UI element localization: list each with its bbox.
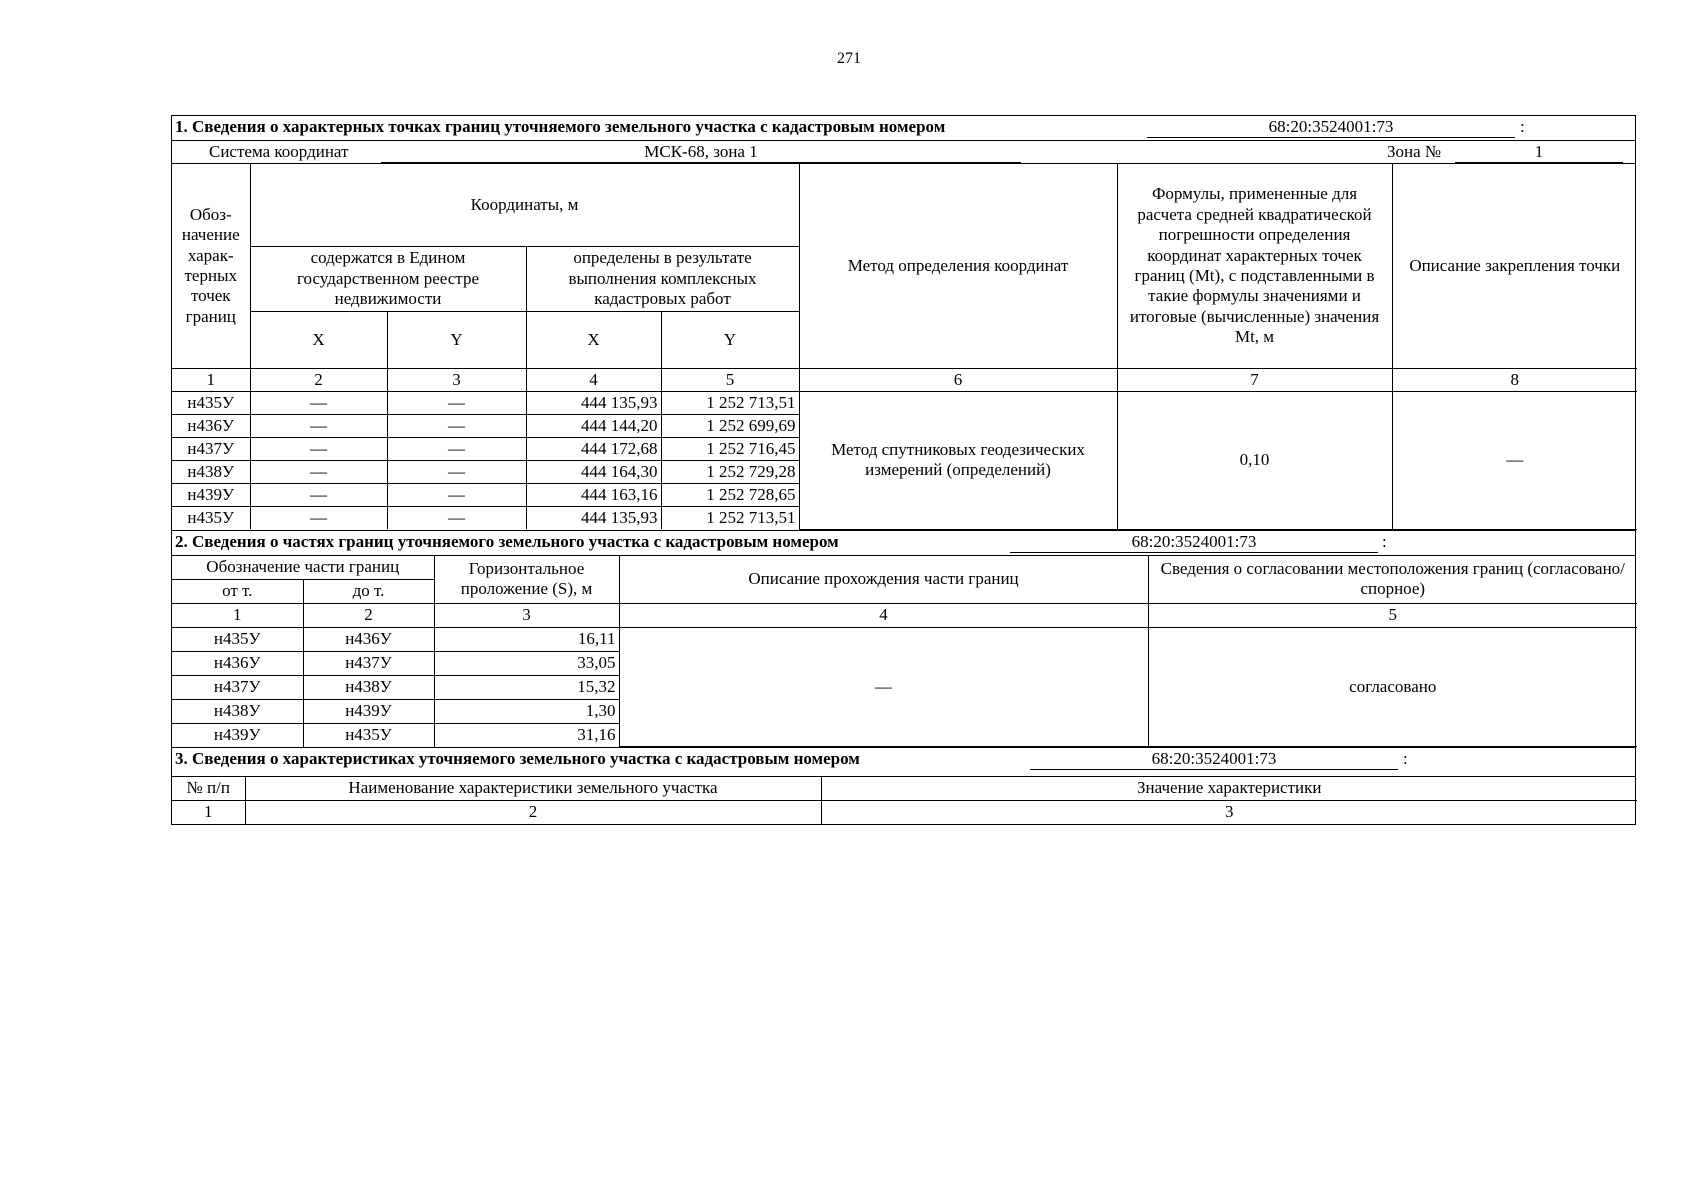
- egrn-y: —: [387, 484, 526, 507]
- section-1-title: 1. Сведения о характерных точках границ уточняемого земельного участка с кадастровым номером: [175, 117, 946, 136]
- header-coordinates: Координаты, м: [250, 164, 799, 247]
- to-point: н439У: [303, 699, 434, 723]
- description-value: —: [619, 627, 1148, 747]
- section-1-colon: :: [1520, 117, 1525, 136]
- egrn-x: —: [250, 507, 387, 530]
- egrn-y: —: [387, 415, 526, 438]
- header-egrn-y: Y: [387, 312, 526, 369]
- table-row: [172, 392, 1637, 415]
- egrn-x: —: [250, 484, 387, 507]
- header-point-designation: Обоз-начение харак-терных точек границ: [172, 164, 250, 369]
- col-number: 5: [1148, 603, 1637, 627]
- col-number: 4: [526, 369, 661, 392]
- document-form: [171, 115, 1636, 825]
- col-number: 2: [245, 801, 821, 825]
- header-agreement: Сведения о согласовании местоположения границ (согласовано/спорное): [1148, 556, 1637, 604]
- section-2-title-row: [172, 531, 1635, 556]
- col-number: 1: [172, 369, 250, 392]
- to-point: н436У: [303, 627, 434, 651]
- col-number: 2: [250, 369, 387, 392]
- col-number: 7: [1117, 369, 1392, 392]
- header-from: от т.: [172, 579, 303, 603]
- coord-system-label: Система координат: [209, 142, 349, 161]
- egrn-x: —: [250, 392, 387, 415]
- egrn-y: —: [387, 507, 526, 530]
- col-number: 3: [821, 801, 1637, 825]
- from-point: н436У: [172, 651, 303, 675]
- section-3-cadastral-number: 68:20:3524001:73: [1030, 749, 1398, 770]
- header-complex: определены в результате выполнения комплексных кадастровых работ: [526, 247, 799, 312]
- point-id: н436У: [172, 415, 250, 438]
- column-numbers-row: [172, 369, 1637, 392]
- coord-x: 444 172,68: [526, 438, 661, 461]
- header-egrn-x: X: [250, 312, 387, 369]
- egrn-y: —: [387, 438, 526, 461]
- coordinate-system-row: [172, 141, 1635, 164]
- header-horizontal: Горизонтальное проложение (S), м: [434, 556, 619, 604]
- header-complex-y: Y: [661, 312, 799, 369]
- column-numbers-row: [172, 603, 1637, 627]
- coord-x: 444 163,16: [526, 484, 661, 507]
- parts-table: [172, 556, 1637, 748]
- horizontal-distance: 31,16: [434, 723, 619, 747]
- horizontal-distance: 1,30: [434, 699, 619, 723]
- col-number: 2: [303, 603, 434, 627]
- horizontal-distance: 15,32: [434, 675, 619, 699]
- section-2-colon: :: [1382, 531, 1387, 551]
- egrn-x: —: [250, 461, 387, 484]
- mt-value: 0,10: [1117, 392, 1392, 530]
- coord-system-value: МСК-68, зона 1: [381, 142, 1021, 163]
- header-formulas: Формулы, примененные для расчета средней квадратической погрешности определения координат характерных точек границ (Mt), с подставленными в такие формулы значениями и итоговые (вычисленные) значения Mt, м: [1117, 164, 1392, 369]
- col-number: 3: [434, 603, 619, 627]
- section-2: [171, 530, 1636, 748]
- column-numbers-row: [172, 801, 1637, 825]
- zone-value: 1: [1455, 142, 1623, 163]
- col-number: 6: [799, 369, 1117, 392]
- from-point: н437У: [172, 675, 303, 699]
- coord-y: 1 252 713,51: [661, 507, 799, 530]
- table-row: [172, 627, 1637, 651]
- coord-y: 1 252 713,51: [661, 392, 799, 415]
- from-point: н438У: [172, 699, 303, 723]
- col-number: 1: [172, 603, 303, 627]
- point-id: н435У: [172, 507, 250, 530]
- header-name: Наименование характеристики земельного участка: [245, 777, 821, 801]
- header-description: Описание прохождения части границ: [619, 556, 1148, 604]
- point-id: н435У: [172, 392, 250, 415]
- section-3-title-row: [172, 748, 1635, 777]
- section-2-cadastral-number: 68:20:3524001:73: [1010, 532, 1378, 553]
- egrn-x: —: [250, 415, 387, 438]
- horizontal-distance: 33,05: [434, 651, 619, 675]
- section-1-cadastral-number: 68:20:3524001:73: [1147, 117, 1515, 138]
- section-1: [171, 115, 1636, 530]
- col-number: 1: [172, 801, 245, 825]
- points-table: [172, 164, 1637, 530]
- agreement-value: согласовано: [1148, 627, 1637, 747]
- col-number: 5: [661, 369, 799, 392]
- col-number: 3: [387, 369, 526, 392]
- header-fixing: Описание закрепления точки: [1392, 164, 1637, 369]
- horizontal-distance: 16,11: [434, 627, 619, 651]
- col-number: 4: [619, 603, 1148, 627]
- section-3: [171, 747, 1636, 825]
- coord-y: 1 252 728,65: [661, 484, 799, 507]
- header-complex-x: X: [526, 312, 661, 369]
- egrn-y: —: [387, 392, 526, 415]
- method-value: Метод спутниковых геодезических измерений (определений): [799, 392, 1117, 530]
- fixing-value: —: [1392, 392, 1637, 530]
- section-3-colon: :: [1403, 749, 1408, 768]
- characteristics-table: [172, 777, 1637, 824]
- point-id: н437У: [172, 438, 250, 461]
- point-id: н439У: [172, 484, 250, 507]
- egrn-x: —: [250, 438, 387, 461]
- header-to: до т.: [303, 579, 434, 603]
- to-point: н435У: [303, 723, 434, 747]
- section-2-title: 2. Сведения о частях границ уточняемого земельного участка с кадастровым номером: [175, 531, 839, 551]
- from-point: н439У: [172, 723, 303, 747]
- section-3-title: 3. Сведения о характеристиках уточняемого земельного участка с кадастровым номером: [175, 749, 860, 768]
- to-point: н437У: [303, 651, 434, 675]
- col-number: 8: [1392, 369, 1637, 392]
- page-number: 271: [837, 50, 861, 67]
- coord-y: 1 252 716,45: [661, 438, 799, 461]
- egrn-y: —: [387, 461, 526, 484]
- header-method: Метод определения координат: [799, 164, 1117, 369]
- header-part: Обозначение части границ: [172, 556, 434, 580]
- coord-y: 1 252 699,69: [661, 415, 799, 438]
- coord-x: 444 135,93: [526, 507, 661, 530]
- coord-y: 1 252 729,28: [661, 461, 799, 484]
- section-1-title-row: [172, 116, 1635, 141]
- zone-label: Зона №: [1387, 142, 1442, 161]
- header-num: № п/п: [172, 777, 245, 801]
- from-point: н435У: [172, 627, 303, 651]
- header-egrn: содержатся в Едином государственном реестре недвижимости: [250, 247, 526, 312]
- point-id: н438У: [172, 461, 250, 484]
- to-point: н438У: [303, 675, 434, 699]
- coord-x: 444 144,20: [526, 415, 661, 438]
- coord-x: 444 135,93: [526, 392, 661, 415]
- header-value: Значение характеристики: [821, 777, 1637, 801]
- coord-x: 444 164,30: [526, 461, 661, 484]
